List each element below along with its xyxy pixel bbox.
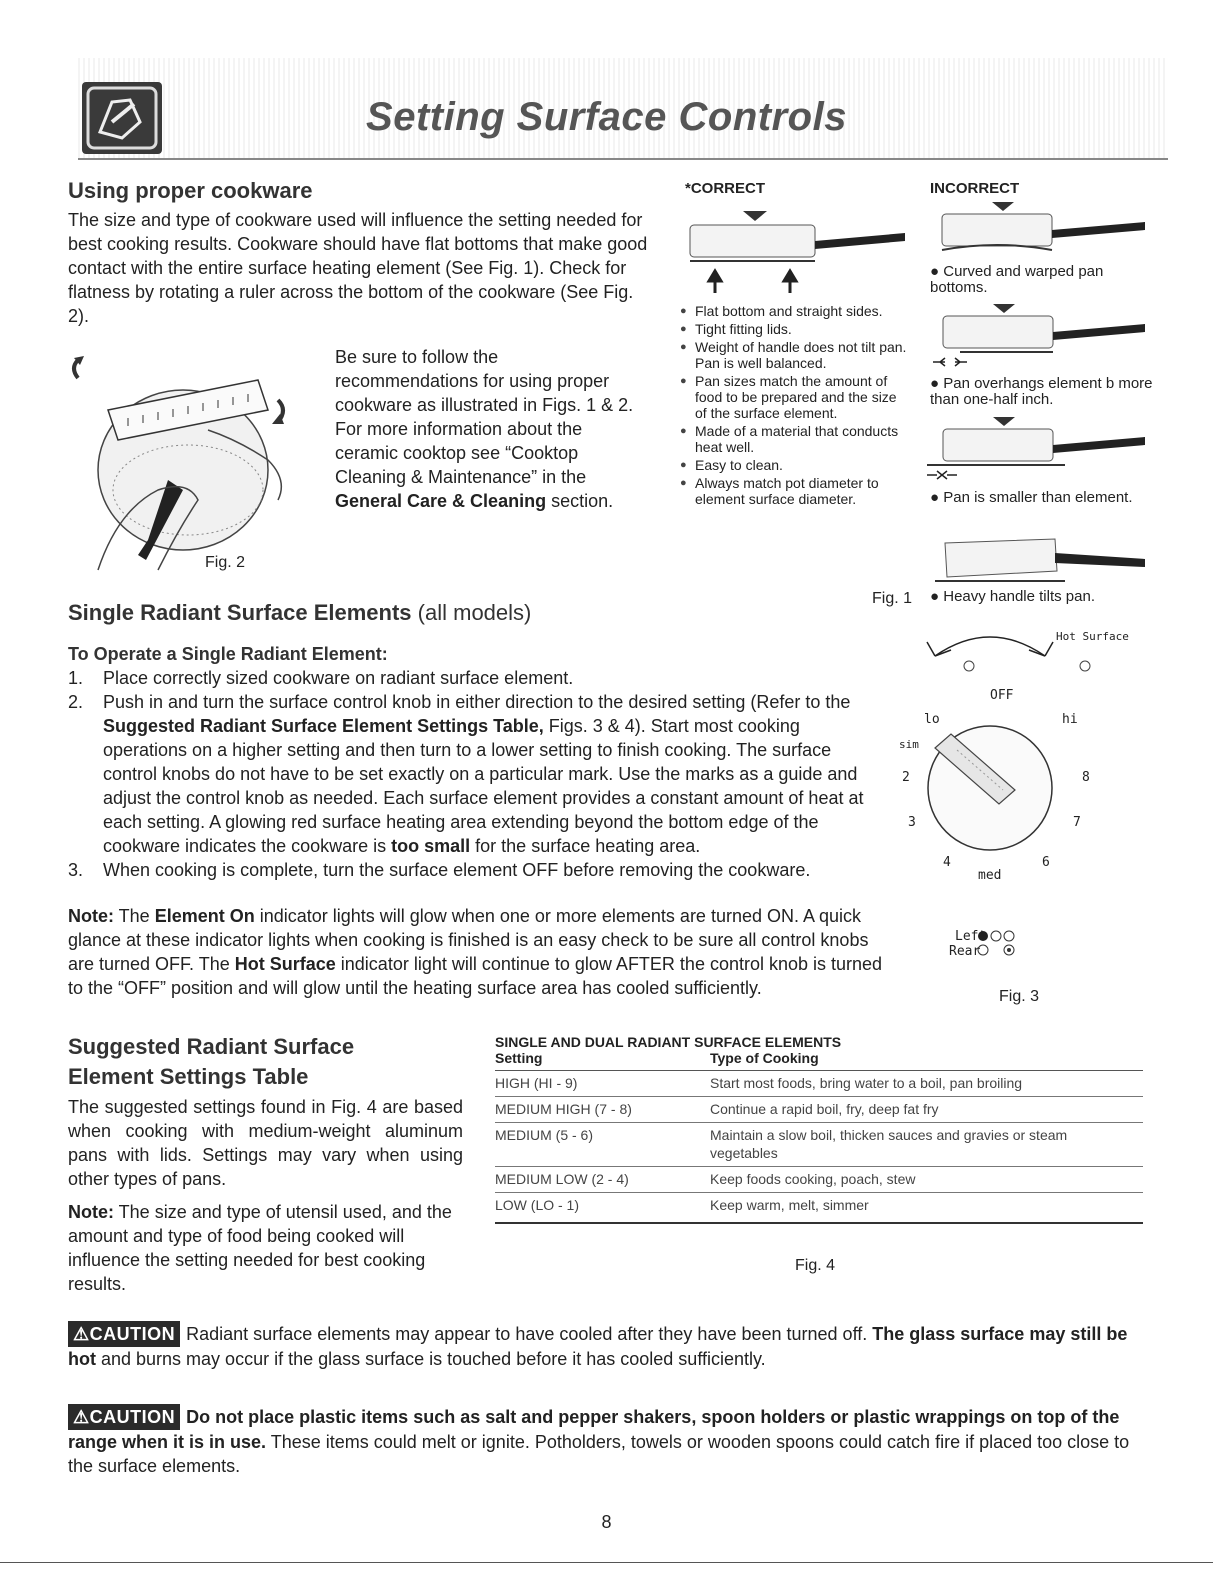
note-text: The: [114, 906, 155, 926]
knob-hi: hi: [1062, 712, 1078, 727]
list-item: ● Made of a material that conducts heat well.: [680, 423, 910, 455]
setting-cell: MEDIUM (5 - 6): [495, 1127, 593, 1143]
fig2-label: Fig. 2: [205, 554, 246, 571]
settings-paragraph: The suggested settings found in Fig. 4 are based when cooking with medium-weight aluminum pans with lids. Settings may vary when using other types of pans.: [68, 1097, 463, 1189]
too-small-emphasis: too small: [391, 836, 471, 856]
caution-badge: ⚠CAUTION: [68, 1321, 180, 1347]
table-title: SINGLE AND DUAL RADIANT SURFACE ELEMENTS: [495, 1034, 842, 1050]
settings-table: [495, 1034, 1143, 1224]
incorrect-text: Curved and warped pan bottoms.: [930, 263, 1104, 296]
fig3-label: Fig. 3: [999, 988, 1040, 1005]
bottom-divider: [0, 1562, 1213, 1563]
list-item: ● Weight of handle does not tilt pan. Pan is well balanced.: [680, 339, 910, 371]
list-item: ● Easy to clean.: [680, 457, 910, 473]
table-row: [495, 1123, 1143, 1167]
step-number: 3.: [68, 860, 84, 880]
note-text: indicator lights will glow when one or more elements are turned ON. A quick glance at these indicator lights when cooking is finished is an easy check to be sure all control knobs are turned OFF. The: [68, 906, 869, 974]
correct-pan-illustration: [685, 205, 915, 300]
general-care-reference: General Care & Cleaning: [335, 491, 547, 511]
overhang-pan-illustration: [925, 302, 1150, 372]
caution-text: Radiant surface elements may appear to have cooled after they have been turned off.: [186, 1324, 873, 1344]
type-cell: Maintain a slow boil, thicken sauces and gravies or steam vegetables: [710, 1127, 1068, 1161]
table-row: [495, 1167, 1143, 1193]
type-cell: Keep foods cooking, poach, stew: [710, 1171, 916, 1187]
page-number: 8: [601, 1512, 612, 1532]
incorrect-item-small: [930, 490, 1160, 506]
heading-text: Single Radiant Surface Elements: [68, 600, 412, 625]
settings-table-heading: [68, 1032, 354, 1092]
setting-cell: MEDIUM HIGH (7 - 8): [495, 1101, 632, 1117]
column-header-type: Type of Cooking: [710, 1050, 819, 1066]
note-text: The size and type of utensil used, and the amount and type of food being cooked will influence the setting needed for best cooking results.: [68, 1202, 452, 1294]
caution-emphasis: The glass surface may still be hot: [68, 1324, 1128, 1369]
bullet-icon: ●: [930, 489, 944, 506]
knob-sim: sim: [899, 738, 919, 751]
list-item: ● Tight fitting lids.: [680, 321, 910, 337]
knob-off: OFF: [990, 688, 1014, 703]
header-divider: [78, 158, 1168, 160]
knob-2: 2: [902, 770, 910, 785]
step-text: Place correctly sized cookware on radiant surface element.: [103, 668, 574, 688]
fig1-label: Fig. 1: [872, 590, 913, 607]
note-label: Note:: [68, 906, 114, 926]
knob-6: 6: [1042, 855, 1050, 870]
correct-heading: *CORRECT: [685, 180, 766, 197]
settings-note: [68, 1200, 463, 1296]
warped-pan-illustration: [940, 200, 1150, 260]
list-item: ● Always match pot diameter to element surface diameter.: [680, 475, 910, 507]
type-cell: Continue a rapid boil, fry, deep fat fry: [710, 1101, 939, 1117]
incorrect-text: Pan overhangs element b more than one-half inch.: [930, 375, 1153, 408]
note-text: indicator light will continue to glow AFTER the control knob is turned to the “OFF” position and will glow until the heating surface area has cooled sufficiently.: [68, 954, 883, 998]
note-label: Note:: [68, 1202, 114, 1222]
setting-cell: MEDIUM LOW (2 - 4): [495, 1171, 629, 1187]
incorrect-heading: INCORRECT: [930, 180, 1020, 197]
recommendation-suffix: section.: [546, 491, 614, 511]
bullet-icon: ●: [930, 375, 944, 392]
cookware-heading: Using proper cookware: [68, 178, 313, 203]
hot-surface-label: Hot Surface: [234, 954, 336, 974]
type-cell: Start most foods, bring water to a boil, pan broiling: [710, 1075, 1023, 1091]
knob-8: 8: [1082, 770, 1090, 785]
setting-cell: HIGH (HI - 9): [495, 1075, 578, 1091]
step-2: [68, 690, 888, 858]
element-on-label: Element On: [154, 906, 255, 926]
bullet-icon: ●: [930, 263, 944, 280]
correct-cookware-list: [680, 303, 910, 509]
type-cell: Keep warm, melt, simmer: [710, 1197, 869, 1213]
step-text: Push in and turn the surface control knob in either direction to the desired setting (Refer to the: [103, 692, 851, 712]
step-text: When cooking is complete, turn the surface element OFF before removing the cookware.: [103, 860, 811, 880]
incorrect-item-warped: [930, 264, 1160, 296]
step-1: [68, 666, 888, 690]
heading-suffix: (all models): [417, 600, 532, 625]
tilted-pan-illustration: [925, 535, 1150, 585]
table-header: [495, 1050, 1143, 1071]
single-radiant-heading: [68, 600, 531, 626]
indicator-left: Left: [955, 929, 987, 944]
incorrect-text: Heavy handle tilts pan.: [943, 588, 1095, 605]
setting-cell: LOW (LO - 1): [495, 1197, 580, 1213]
settings-table-reference: Suggested Radiant Surface Element Settings Table,: [103, 716, 544, 736]
table-row: [495, 1193, 1143, 1224]
caution-text: These items could melt or ignite. Potholders, towels or wooden spoons could catch fire if placed too close to the surface elements.: [68, 1432, 1130, 1476]
list-item: ● Flat bottom and straight sides.: [680, 303, 910, 319]
knob-7: 7: [1073, 815, 1081, 830]
control-knob-figure: [895, 620, 1185, 1040]
heading-line: Element Settings Table: [68, 1064, 309, 1089]
indicator-note: [68, 904, 888, 1000]
list-item: ● Pan sizes match the amount of food to be prepared and the size of the surface element.: [680, 373, 910, 421]
table-row: [495, 1097, 1143, 1123]
indicator-rear: Rear: [949, 944, 981, 959]
step-number: 1.: [68, 668, 84, 688]
step-text: for the surface heating area.: [470, 836, 701, 856]
incorrect-item-overhang: [930, 376, 1160, 408]
caution-badge: ⚠CAUTION: [68, 1404, 180, 1430]
knob-4: 4: [943, 855, 951, 870]
table-row: [495, 1071, 1143, 1097]
caution-emphasis: Do not place plastic items such as salt and pepper shakers, spoon holders or plastic wrappings on top of the range when it is in use.: [68, 1407, 1120, 1452]
step-text: Figs. 3 & 4). Start most cooking operations on a higher setting and then turn to a lower setting to finish cooking. The surface control knobs do not have to be set exactly on a particular mark. Use the marks as a guide and adjust the control knob as needed. Each surface element provides a constant amount of heat at each setting. A glowing red surface heating area extending beyond the bottom edge of the cookware indicates the cookware is: [103, 716, 864, 856]
column-header-setting: Setting: [495, 1050, 543, 1066]
hot-surface-label: Hot Surface: [1056, 630, 1129, 643]
caution-residual-heat: [68, 1321, 1148, 1371]
operating-steps: [68, 666, 888, 882]
step-3: [68, 858, 888, 882]
cookware-paragraph: The size and type of cookware used will influence the setting needed for best cooking results. Cookware should have flat bottoms that make good contact with the entire surface heating element (See Fig. 1). Check for flatness by rotating a ruler across the bottom of the cookware (See Fig. 2).: [68, 210, 648, 326]
recommendation-text: Be sure to follow the recommendations for using proper cookware as illustrated in Figs. 1 & 2. For more information about the ceramic cooktop see “Cooktop Cleaning & Maintenance” in the: [335, 347, 634, 487]
cookware-recommendation: [335, 345, 635, 513]
incorrect-text: Pan is smaller than element.: [943, 489, 1133, 506]
knob-lo: lo: [924, 712, 940, 727]
caution-plastic-items: [68, 1404, 1148, 1478]
page-title: Setting Surface Controls: [366, 95, 847, 139]
heading-line: Suggested Radiant Surface: [68, 1034, 355, 1059]
ruler-check-illustration: [68, 340, 328, 580]
operate-subheading: To Operate a Single Radiant Element:: [68, 644, 388, 664]
incorrect-item-tilt: [930, 589, 1160, 605]
fig4-label: Fig. 4: [795, 1257, 836, 1274]
bullet-icon: ●: [930, 588, 944, 605]
caution-text: and burns may occur if the glass surface is touched before it has cooled sufficiently.: [95, 1349, 766, 1369]
small-pan-illustration: [925, 415, 1150, 485]
knob-med: med: [978, 868, 1002, 883]
knob-3: 3: [908, 815, 916, 830]
step-number: 2.: [68, 692, 84, 712]
